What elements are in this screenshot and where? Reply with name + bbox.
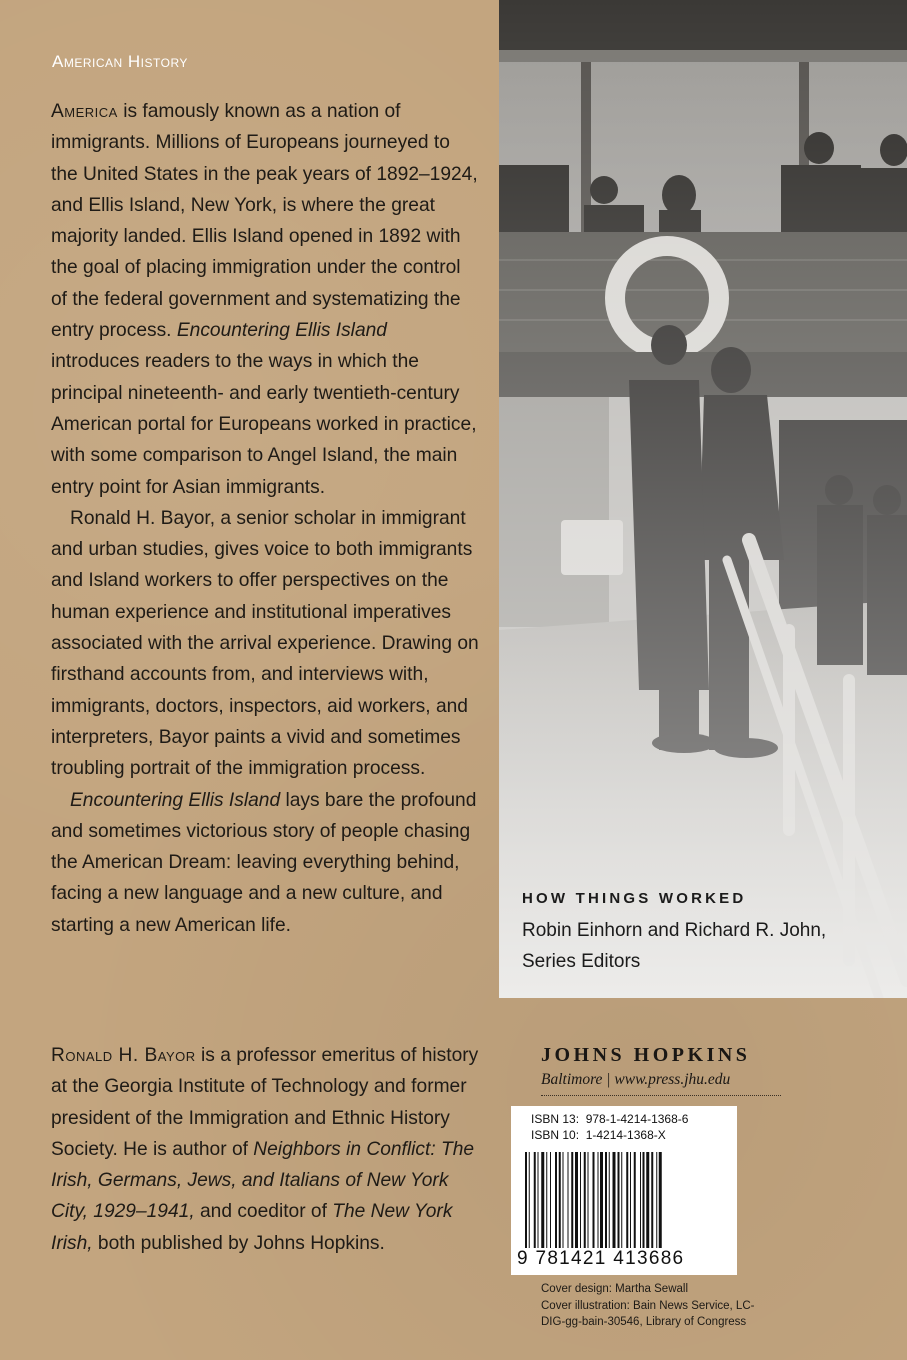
barcode-bar [651,1152,653,1248]
barcode-bar [613,1152,616,1248]
barcode-bar [580,1152,581,1248]
author-bio [51,1040,479,1259]
blurb-paragraph-1 [51,96,479,503]
barcode-bar [640,1152,641,1248]
bio-text-c: both published by Johns Hopkins. [92,1232,385,1254]
cover-credits [541,1281,771,1331]
description-blurb [51,96,479,941]
barcode-bar [588,1152,589,1248]
series-info [522,890,892,977]
barcode-digits: 9 781421 413686 [517,1248,685,1269]
book-title: Encountering Ellis Island [176,320,387,342]
isbn-13: ISBN 13: 978-1-4214-1368-6 [531,1112,689,1126]
barcode-bar [529,1152,530,1248]
bio-paragraph [51,1040,479,1259]
barcode-bar [598,1152,599,1248]
publisher-name: JOHNS HOPKINS [541,1044,751,1066]
bio-text-b: and coeditor of [194,1201,333,1223]
credit-design: Cover design: Martha Sewall [541,1283,689,1295]
publisher-block [541,1044,781,1096]
blurb-lead-word: America [51,101,118,122]
blurb-text-3: lays bare the profound and sometimes victorious story of people chasing the American Dream: leaving everything behind, facing a new language and a new culture, and starting a new American life. [51,789,477,936]
blurb-text-1a: is famously known as a nation of immigrants. Millions of Europeans journeyed to the United States in the peak years of 1892–1924, and Ellis Island, New York, is where the great majority landed. Ellis Island opened in 1892 with the goal of placing immigration under the control of the federal government and systematizing the entry process. [51,101,478,342]
book-title: Encountering Ellis Island [70,789,281,811]
barcode-bar [541,1152,544,1248]
series-editors-role: Series Editors [522,951,641,972]
barcode-bar [626,1152,628,1248]
bio-book-2: The New York Irish, [51,1201,453,1254]
barcode-bar [538,1152,539,1248]
barcode-bar [621,1152,622,1248]
category-label: American History [52,52,188,71]
barcode-bar [630,1152,631,1248]
barcode-bar [634,1152,636,1248]
publisher-location: Baltimore | www.press.jhu.edu [541,1071,781,1096]
isbn-10: ISBN 10: 1-4214-1368-X [531,1128,666,1142]
barcode-bar [643,1152,645,1248]
barcode-bar [609,1152,610,1248]
barcode-icon [523,1152,725,1248]
ferry-photo-illustration [499,0,907,998]
series-title: HOW THINGS WORKED [522,890,747,907]
barcode-bar [584,1152,586,1248]
bio-text-a: is a professor emeritus of history at the Georgia Institute of Technology and former president of the Immigration and Ethnic History Society. He is author of [51,1045,479,1160]
barcode-panel [511,1106,737,1275]
barcode-bar [600,1152,603,1248]
cover-photograph [499,0,907,998]
barcode-bar [568,1152,569,1248]
barcode-bar [534,1152,536,1248]
blurb-paragraph-2: Ronald H. Bayor, a senior scholar in immigrant and urban studies, gives voice to both immigrants and Island workers to offer perspectives on the human experience and institutional imperatives associated with the arrival experience. Drawing on firsthand accounts from, and interviews with, immigrants, doctors, inspectors, aid workers, and interpreters, Bayor paints a vivid and sometimes troubling portrait of the immigration process. [51,507,479,780]
barcode-bar [646,1152,649,1248]
barcode-bar [575,1152,578,1248]
barcode-bar [559,1152,561,1248]
barcode-bar [659,1152,662,1248]
series-editors [522,915,892,977]
barcode-bar [593,1152,595,1248]
credit-illustration: Cover illustration: Bain News Service, LC-DIG-gg-bain-30546, Library of Congress [541,1299,755,1328]
blurb-text-1b: introduces readers to the ways in which the principal nineteenth- and early twentieth-century American portal for Europeans worked in practice, with some comparison to Angel Island, the main entry point for Asian immigrants. [51,351,477,498]
bio-book-1: Neighbors in Conflict: The Irish, Germans, Jews, and Italians of New York City, 1929–1941, [51,1138,475,1223]
barcode-bar [656,1152,657,1248]
blurb-paragraph-3 [51,785,479,941]
barcode-bar [555,1152,557,1248]
barcode-bar [550,1152,551,1248]
barcode-bar [563,1152,564,1248]
barcode-bar [546,1152,547,1248]
barcode-bar [605,1152,607,1248]
series-editors-names: Robin Einhorn and Richard R. John, [522,920,827,941]
barcode-bar [525,1152,527,1248]
barcode-bar [618,1152,620,1248]
barcode-bar [571,1152,573,1248]
author-name: Ronald H. Bayor [51,1045,196,1066]
